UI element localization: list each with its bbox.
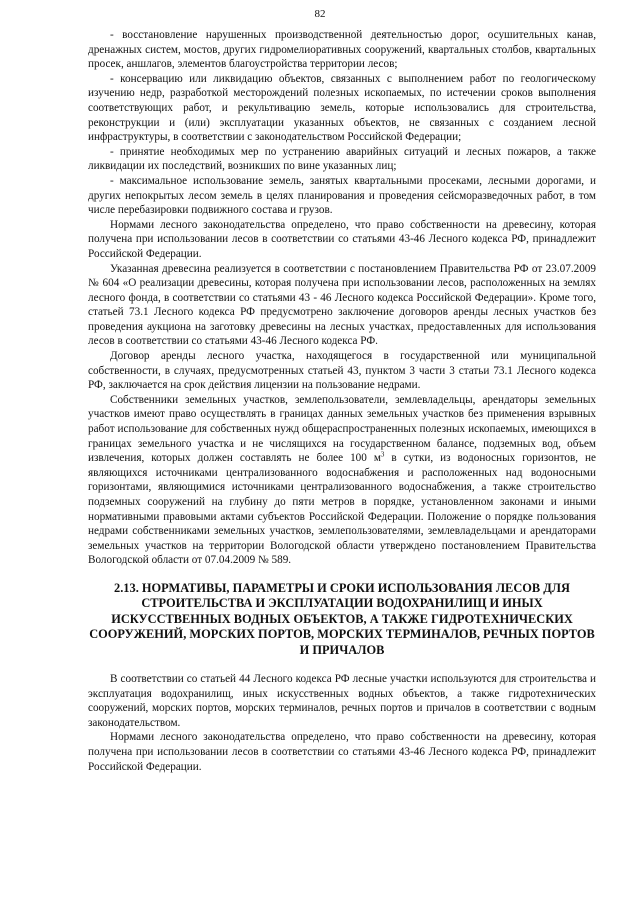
paragraph-wood-ownership-2: Нормами лесного законодательства определено, что право собственности на древесину, которая получена при использовании лесов в соответствии со статьями 43-46 Лесного кодекса РФ, принадлежит Российской Федерации. [88, 731, 596, 773]
page-number: 82 [314, 8, 326, 20]
paragraph-restoration: - восстановление нарушенных производственной деятельностью дорог, осушительных канав, дренажных систем, мостов, других гидромелиоративных сооружений, квартальных столбов, квартальных просек, аншлагов, элементов благоустройства территории лесов; [88, 29, 596, 71]
paragraph-lease-agreement: Договор аренды лесного участка, находящегося в государственной или муниципальной собственности, в случаях, предусмотренных статьей 43, пунктом 3 части 3 статьи 73.1 Лесного кодекса РФ, заключается на срок действия лицензии на пользование недрами. [88, 350, 596, 392]
land-owners-text-part2: в сутки, из водоносных горизонтов, не являющихся источниками централизованного водоснабжения и расположенных над водоносными горизонтами, являющимися источниками централизованного водоснабжения, а также строительство подземных сооружений на глубину до пяти метров в порядке, установленном законами и иными нормативными правовыми актами субъектов Российской Федерации. Положение о порядке пользования недрами собственниками земельных участков, землепользователями, землевладельцами и арендаторами земельных участков на территории Вологодской области утверждено постановлением Правительства Вологодской области от 07.04.2009 № 589. [88, 452, 596, 567]
paragraph-wood-sale: Указанная древесина реализуется в соответствии с постановлением Правительства РФ от 23.07.2009 № 604 «О реализации древесины, которая получена при использовании лесов, расположенных на землях лесного фонда, в соответствии со статьями 43 - 46 Лесного кодекса Российской Федерации». Кроме того, статьей 73.1 Лесного кодекса РФ предусмотрено заключение договоров аренды лесных участков без проведения аукциона на заготовку древесины на лесных участках, предоставленных для использования лесов в соответствии со статьями 43-46 Лесного кодекса РФ. [88, 262, 596, 348]
paragraph-land-owners [88, 393, 596, 568]
land-owners-text-part1: Собственники земельных участков, землепользователи, землевладельцы, арендаторы земельных участков имеют право осуществлять в границах данных земельных участков без применения взрывных работ использование для собственных нужд общераспространенных полезных ископаемых, имеющихся в границах земельного участка и не числящихся на государственном балансе, подземных вод, объем извлечения, которых должен составлять не более 100 м [88, 393, 596, 465]
paragraph-wood-ownership: Нормами лесного законодательства определено, что право собственности на древесину, которая получена при использовании лесов в соответствии со статьями 43-46 Лесного кодекса РФ, принадлежит Российской Федерации. [88, 218, 596, 260]
paragraph-emergency-measures: - принятие необходимых мер по устранению аварийных ситуаций и лесных пожаров, а также ликвидации их последствий, возникших по вине указанных лиц; [88, 145, 596, 173]
section-heading: 2.13. НОРМАТИВЫ, ПАРАМЕТРЫ И СРОКИ ИСПОЛЬЗОВАНИЯ ЛЕСОВ ДЛЯ СТРОИТЕЛЬСТВА И ЭКСПЛУАТАЦИИ ВОДОХРАНИЛИЩ И ИНЫХ ИСКУССТВЕННЫХ ВОДНЫХ ОБЪЕКТОВ, А ТАКЖЕ ГИДРОТЕХНИЧЕСКИХ СООРУЖЕНИЙ, МОРСКИХ ПОРТОВ, МОРСКИХ ТЕРМИНАЛОВ, РЕЧНЫХ ПОРТОВ И ПРИЧАЛОВ [89, 580, 595, 657]
document-body [88, 28, 596, 774]
paragraph-article-44: В соответствии со статьей 44 Лесного кодекса РФ лесные участки используются для строительства и эксплуатация водохранилищ, иных искусственных водных объектов, а также гидротехнических сооружений, морских портов, морских терминалов, речных портов и причалов в соответствии с водным законодательством. [88, 673, 596, 729]
paragraph-land-use: - максимальное использование земель, занятых квартальными просеками, лесными дорогами, и других непокрытых лесом земель в целях планирования и проведения сейсморазведочных работ, в том числе перебазировки подвижного состава и грузов. [88, 174, 596, 217]
cubic-superscript: 3 [380, 450, 385, 459]
paragraph-conservation: - консервацию или ликвидацию объектов, связанных с выполнением работ по геологическому изучению недр, разработкой месторождений полезных ископаемых, по истечении сроков выполнения соответствующих работ, и рекультивацию земель, которые использовались для строительства, реконструкции и (или) эксплуатации указанных объектов, не связанных с созданием лесной инфраструктуры, в соответствии с законодательством Российской Федерации; [88, 72, 596, 144]
